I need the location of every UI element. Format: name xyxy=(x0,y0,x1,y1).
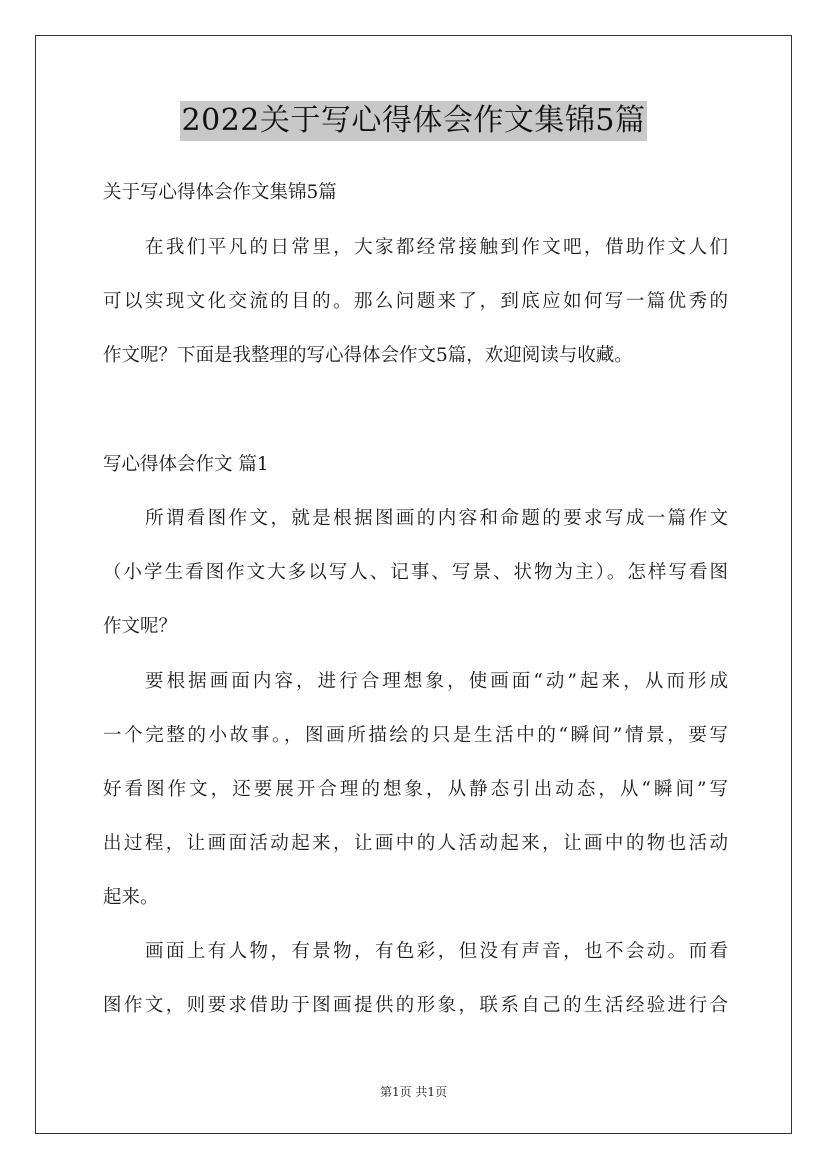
paragraph-line: 好看图作文，还要展开合理的想象，从静态引出动态，从“瞬间”写 xyxy=(103,779,728,800)
paragraph-line: 要根据画面内容，进行合理想象，使画面“动”起来，从而形成 xyxy=(145,671,728,692)
paragraph-line: 出过程，让画面活动起来，让画中的人活动起来，让画中的物也活动 xyxy=(103,833,728,854)
paragraph-line: 起来。 xyxy=(103,887,159,908)
paragraph-line: 作文呢？下面是我整理的写心得体会作文5篇，欢迎阅读与收藏。 xyxy=(103,345,633,366)
document-title: 2022关于写心得体会作文集锦5篇 xyxy=(180,101,648,141)
paragraph-line: 可以实现文化交流的目的。那么问题来了，到底应如何写一篇优秀的 xyxy=(103,291,728,312)
title-container xyxy=(0,101,827,141)
paragraph-line: 图作文，则要求借助于图画提供的形象，联系自己的生活经验进行合 xyxy=(103,995,728,1016)
page-number-footer: 第1页 共1页 xyxy=(379,1085,448,1099)
paragraph-line: 一个完整的小故事。，图画所描绘的只是生活中的“瞬间”情景，要写 xyxy=(103,725,728,746)
subtitle-line: 关于写心得体会作文集锦5篇 xyxy=(103,182,337,203)
paragraph-line: 所谓看图作文，就是根据图画的内容和命题的要求写成一篇作文 xyxy=(145,508,728,529)
paragraph-line: 作文呢？ xyxy=(103,616,178,637)
section-heading: 写心得体会作文 篇1 xyxy=(103,454,269,475)
paragraph-line: 画面上有人物，有景物，有色彩，但没有声音，也不会动。而看 xyxy=(145,941,728,962)
paragraph-line: （小学生看图作文大多以写人、记事、写景、状物为主）。怎样写看图 xyxy=(103,562,728,583)
paragraph-line: 在我们平凡的日常里，大家都经常接触到作文吧，借助作文人们 xyxy=(145,237,728,258)
